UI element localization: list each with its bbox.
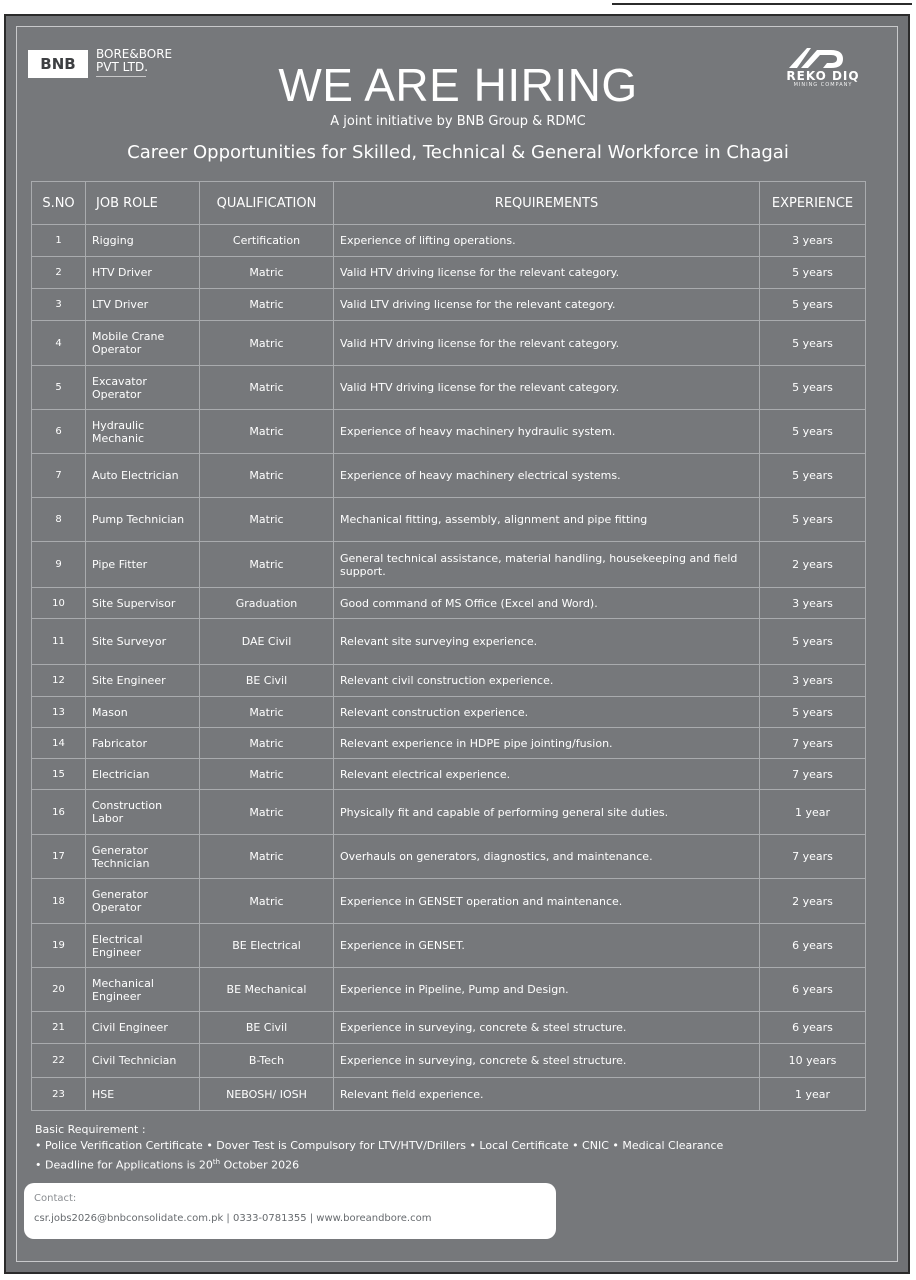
cell-experience: 5 years: [760, 321, 866, 366]
cell-experience: 5 years: [760, 697, 866, 728]
cell-role: LTV Driver: [86, 289, 200, 321]
cell-sno: 19: [32, 924, 86, 968]
basic-requirements-heading: Basic Requirement :: [35, 1123, 146, 1136]
cell-sno: 4: [32, 321, 86, 366]
cell-role: Auto Electrician: [86, 454, 200, 498]
cell-requirements: Physically fit and capable of performing general site duties.: [334, 790, 760, 835]
tagline: Career Opportunities for Skilled, Technical & General Workforce in Chagai: [127, 142, 789, 163]
table-row: [32, 454, 866, 498]
cell-requirements: Overhauls on generators, diagnostics, and maintenance.: [334, 835, 760, 879]
deadline-text: • Deadline for Applications is 20: [35, 1158, 213, 1172]
cell-requirements: Experience of heavy machinery hydraulic system.: [334, 410, 760, 454]
cell-sno: 14: [32, 728, 86, 759]
basic-requirements-line1: • Police Verification Certificate • Dover Test is Compulsory for LTV/HTV/Drillers • Local Certificate • CNIC • Medical Clearance: [35, 1139, 724, 1152]
bnb-logo-mark: BNB: [28, 50, 88, 78]
cell-qualification: Matric: [200, 879, 334, 924]
cell-sno: 2: [32, 257, 86, 289]
cell-role: Mechanical Engineer: [86, 968, 200, 1012]
deadline-suffix: th: [212, 1158, 221, 1166]
cell-role: Generator Technician: [86, 835, 200, 879]
table-row: [32, 924, 866, 968]
cell-experience: 1 year: [760, 790, 866, 835]
top-border-line: [612, 3, 912, 10]
table-row: [32, 728, 866, 759]
cell-requirements: Experience in surveying, concrete & steel structure.: [334, 1012, 760, 1044]
table-header-row: [32, 182, 866, 225]
cell-requirements: Experience in GENSET operation and maintenance.: [334, 879, 760, 924]
cell-sno: 10: [32, 588, 86, 619]
cell-role: Site Surveyor: [86, 619, 200, 665]
cell-requirements: Valid HTV driving license for the relevant category.: [334, 257, 760, 289]
cell-role: Generator Operator: [86, 879, 200, 924]
cell-qualification: B-Tech: [200, 1044, 334, 1078]
cell-experience: 3 years: [760, 588, 866, 619]
cell-qualification: Matric: [200, 454, 334, 498]
cell-role: Pipe Fitter: [86, 542, 200, 588]
jobs-table: [31, 181, 866, 1111]
cell-requirements: Good command of MS Office (Excel and Word).: [334, 588, 760, 619]
table-row: [32, 410, 866, 454]
cell-experience: 6 years: [760, 968, 866, 1012]
cell-sno: 1: [32, 225, 86, 257]
table-row: [32, 366, 866, 410]
cell-qualification: Matric: [200, 257, 334, 289]
cell-qualification: Matric: [200, 728, 334, 759]
cell-requirements: Relevant experience in HDPE pipe jointing/fusion.: [334, 728, 760, 759]
cell-qualification: Matric: [200, 835, 334, 879]
cell-sno: 5: [32, 366, 86, 410]
table-row: [32, 588, 866, 619]
cell-sno: 18: [32, 879, 86, 924]
cell-qualification: Matric: [200, 289, 334, 321]
cell-requirements: Valid HTV driving license for the relevant category.: [334, 321, 760, 366]
reko-diq-logo-sub: MINING COMPANY: [793, 82, 853, 88]
cell-requirements: Valid HTV driving license for the relevant category.: [334, 366, 760, 410]
cell-sno: 3: [32, 289, 86, 321]
cell-requirements: Relevant site surveying experience.: [334, 619, 760, 665]
cell-role: Construction Labor: [86, 790, 200, 835]
cell-experience: 5 years: [760, 498, 866, 542]
cell-qualification: Matric: [200, 542, 334, 588]
cell-qualification: Matric: [200, 410, 334, 454]
cell-role: Site Supervisor: [86, 588, 200, 619]
cell-sno: 22: [32, 1044, 86, 1078]
top-border: [0, 0, 916, 12]
cell-role: HSE: [86, 1078, 200, 1111]
cell-qualification: BE Mechanical: [200, 968, 334, 1012]
subtitle: A joint initiative by BNB Group & RDMC: [330, 114, 586, 129]
cell-qualification: Matric: [200, 697, 334, 728]
header-requirements: REQUIREMENTS: [334, 182, 760, 225]
contact-details[interactable]: csr.jobs2026@bnbconsolidate.com.pk | 0333-0781355 | www.boreandbore.com: [34, 1213, 432, 1224]
cell-requirements: Experience of heavy machinery electrical systems.: [334, 454, 760, 498]
cell-role: Electrician: [86, 759, 200, 790]
cell-sno: 17: [32, 835, 86, 879]
basic-requirements: [35, 1122, 723, 1174]
reko-diq-logo-text: REKO DIQ: [786, 69, 860, 83]
cell-role: Excavator Operator: [86, 366, 200, 410]
cell-experience: 5 years: [760, 366, 866, 410]
cell-requirements: Experience of lifting operations.: [334, 225, 760, 257]
cell-requirements: Relevant electrical experience.: [334, 759, 760, 790]
contact-label: Contact:: [34, 1193, 77, 1204]
table-row: [32, 1078, 866, 1111]
cell-experience: 6 years: [760, 1012, 866, 1044]
cell-sno: 9: [32, 542, 86, 588]
cell-experience: 6 years: [760, 924, 866, 968]
cell-requirements: Experience in Pipeline, Pump and Design.: [334, 968, 760, 1012]
cell-sno: 23: [32, 1078, 86, 1111]
cell-role: Civil Technician: [86, 1044, 200, 1078]
bnb-logo-name-line2: PVT LTD.: [96, 60, 149, 74]
cell-qualification: Matric: [200, 366, 334, 410]
cell-experience: 7 years: [760, 835, 866, 879]
contact-box: [24, 1183, 556, 1239]
cell-requirements: Relevant field experience.: [334, 1078, 760, 1111]
cell-sno: 15: [32, 759, 86, 790]
cell-role: Rigging: [86, 225, 200, 257]
cell-role: Civil Engineer: [86, 1012, 200, 1044]
cell-sno: 20: [32, 968, 86, 1012]
basic-requirements-line2: [35, 1154, 723, 1174]
cell-sno: 12: [32, 665, 86, 697]
header-sno: S.NO: [32, 182, 86, 225]
table-row: [32, 697, 866, 728]
cell-sno: 7: [32, 454, 86, 498]
cell-role: Mobile Crane Operator: [86, 321, 200, 366]
cell-experience: 3 years: [760, 225, 866, 257]
table-row: [32, 257, 866, 289]
cell-experience: 5 years: [760, 410, 866, 454]
cell-experience: 7 years: [760, 728, 866, 759]
cell-sno: 13: [32, 697, 86, 728]
page-title: WE ARE HIRING: [278, 59, 638, 111]
cell-experience: 3 years: [760, 665, 866, 697]
cell-experience: 5 years: [760, 289, 866, 321]
header-qualification: QUALIFICATION: [200, 182, 334, 225]
cell-qualification: Certification: [200, 225, 334, 257]
cell-requirements: Relevant construction experience.: [334, 697, 760, 728]
cell-requirements: Relevant civil construction experience.: [334, 665, 760, 697]
cell-experience: 2 years: [760, 542, 866, 588]
cell-experience: 2 years: [760, 879, 866, 924]
cell-sno: 8: [32, 498, 86, 542]
cell-qualification: BE Civil: [200, 1012, 334, 1044]
table-row: [32, 1012, 866, 1044]
cell-role: Fabricator: [86, 728, 200, 759]
cell-qualification: NEBOSH/ IOSH: [200, 1078, 334, 1111]
table-row: [32, 759, 866, 790]
cell-sno: 11: [32, 619, 86, 665]
header-job-role: JOB ROLE: [86, 182, 200, 225]
cell-role: Hydraulic Mechanic: [86, 410, 200, 454]
cell-role: HTV Driver: [86, 257, 200, 289]
bnb-logo-name-line1: BORE&BORE: [96, 47, 173, 61]
cell-requirements: Valid LTV driving license for the relevant category.: [334, 289, 760, 321]
table-row: [32, 225, 866, 257]
header-experience: EXPERIENCE: [760, 182, 866, 225]
table-row: [32, 665, 866, 697]
cell-requirements: General technical assistance, material handling, housekeeping and field support.: [334, 542, 760, 588]
table-row: [32, 879, 866, 924]
cell-experience: 5 years: [760, 257, 866, 289]
table-row: [32, 790, 866, 835]
cell-requirements: Mechanical fitting, assembly, alignment and pipe fitting: [334, 498, 760, 542]
cell-role: Pump Technician: [86, 498, 200, 542]
cell-qualification: BE Electrical: [200, 924, 334, 968]
cell-sno: 6: [32, 410, 86, 454]
cell-experience: 5 years: [760, 454, 866, 498]
cell-experience: 7 years: [760, 759, 866, 790]
table-row: [32, 321, 866, 366]
cell-qualification: Matric: [200, 759, 334, 790]
cell-qualification: Graduation: [200, 588, 334, 619]
cell-sno: 16: [32, 790, 86, 835]
table-row: [32, 835, 866, 879]
cell-qualification: BE Civil: [200, 665, 334, 697]
table-row: [32, 968, 866, 1012]
table-row: [32, 542, 866, 588]
table-row: [32, 289, 866, 321]
cell-role: Electrical Engineer: [86, 924, 200, 968]
cell-qualification: Matric: [200, 498, 334, 542]
cell-qualification: Matric: [200, 321, 334, 366]
cell-qualification: Matric: [200, 790, 334, 835]
cell-experience: 5 years: [760, 619, 866, 665]
cell-sno: 21: [32, 1012, 86, 1044]
cell-requirements: Experience in surveying, concrete & steel structure.: [334, 1044, 760, 1078]
table-row: [32, 498, 866, 542]
cell-role: Mason: [86, 697, 200, 728]
deadline-month: October 2026: [220, 1158, 300, 1172]
cell-role: Site Engineer: [86, 665, 200, 697]
cell-requirements: Experience in GENSET.: [334, 924, 760, 968]
cell-experience: 1 year: [760, 1078, 866, 1111]
cell-qualification: DAE Civil: [200, 619, 334, 665]
table-row: [32, 1044, 866, 1078]
table-row: [32, 619, 866, 665]
cell-experience: 10 years: [760, 1044, 866, 1078]
